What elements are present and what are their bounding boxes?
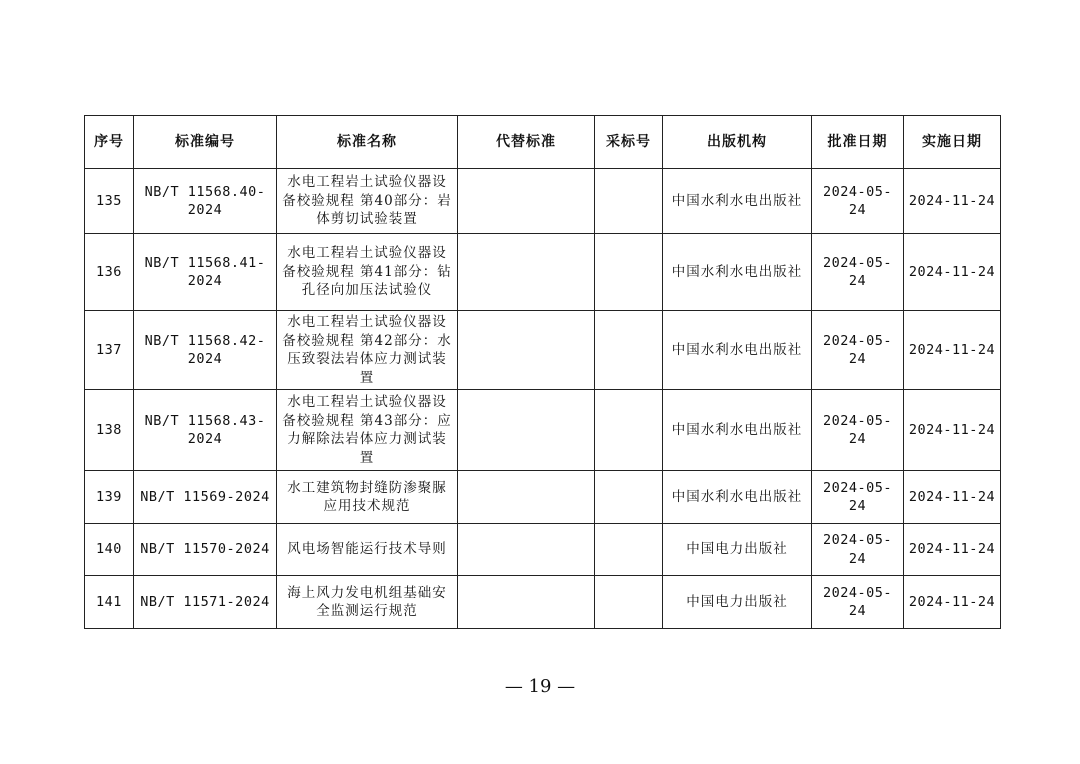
cell-publisher: 中国水利水电出版社	[663, 234, 812, 311]
cell-name: 水电工程岩土试验仪器设备校验规程 第40部分：岩体剪切试验装置	[277, 169, 458, 234]
cell-no: 137	[85, 311, 134, 390]
cell-no: 138	[85, 390, 134, 471]
cell-approval-date: 2024-05-24	[812, 471, 904, 524]
cell-no: 139	[85, 471, 134, 524]
cell-code: NB/T 11568.42-2024	[134, 311, 277, 390]
cell-publisher: 中国水利水电出版社	[663, 471, 812, 524]
header-effective-date: 实施日期	[904, 116, 1001, 169]
cell-replaced	[458, 169, 595, 234]
cell-no: 135	[85, 169, 134, 234]
cell-adopted	[595, 311, 663, 390]
cell-effective-date: 2024-11-24	[904, 169, 1001, 234]
cell-name: 海上风力发电机组基础安全监测运行规范	[277, 576, 458, 629]
table-row	[85, 576, 1001, 629]
table-row	[85, 169, 1001, 234]
cell-publisher: 中国电力出版社	[663, 524, 812, 576]
cell-name: 水工建筑物封缝防渗聚脲应用技术规范	[277, 471, 458, 524]
cell-no: 141	[85, 576, 134, 629]
cell-approval-date: 2024-05-24	[812, 390, 904, 471]
table-row	[85, 311, 1001, 390]
cell-code: NB/T 11570-2024	[134, 524, 277, 576]
cell-code: NB/T 11568.41-2024	[134, 234, 277, 311]
cell-approval-date: 2024-05-24	[812, 576, 904, 629]
cell-adopted	[595, 576, 663, 629]
cell-adopted	[595, 169, 663, 234]
cell-effective-date: 2024-11-24	[904, 576, 1001, 629]
cell-effective-date: 2024-11-24	[904, 471, 1001, 524]
cell-effective-date: 2024-11-24	[904, 311, 1001, 390]
cell-code: NB/T 11569-2024	[134, 471, 277, 524]
cell-replaced	[458, 234, 595, 311]
cell-replaced	[458, 576, 595, 629]
cell-replaced	[458, 471, 595, 524]
cell-approval-date: 2024-05-24	[812, 169, 904, 234]
cell-approval-date: 2024-05-24	[812, 524, 904, 576]
cell-adopted	[595, 471, 663, 524]
cell-publisher: 中国水利水电出版社	[663, 169, 812, 234]
cell-publisher: 中国电力出版社	[663, 576, 812, 629]
header-code: 标准编号	[134, 116, 277, 169]
cell-adopted	[595, 390, 663, 471]
cell-publisher: 中国水利水电出版社	[663, 390, 812, 471]
page-number: — 19 —	[504, 676, 576, 697]
cell-replaced	[458, 524, 595, 576]
header-replaced: 代替标准	[458, 116, 595, 169]
cell-code: NB/T 11568.43-2024	[134, 390, 277, 471]
cell-name: 风电场智能运行技术导则	[277, 524, 458, 576]
cell-name: 水电工程岩土试验仪器设备校验规程 第42部分：水压致裂法岩体应力测试装置	[277, 311, 458, 390]
header-serial: 序号	[85, 116, 134, 169]
cell-effective-date: 2024-11-24	[904, 524, 1001, 576]
cell-code: NB/T 11568.40-2024	[134, 169, 277, 234]
header-approval-date: 批准日期	[812, 116, 904, 169]
header-name: 标准名称	[277, 116, 458, 169]
cell-adopted	[595, 234, 663, 311]
cell-name: 水电工程岩土试验仪器设备校验规程 第41部分：钻孔径向加压法试验仪	[277, 234, 458, 311]
header-publisher: 出版机构	[663, 116, 812, 169]
table-row	[85, 471, 1001, 524]
cell-replaced	[458, 311, 595, 390]
cell-replaced	[458, 390, 595, 471]
header-adopted: 采标号	[595, 116, 663, 169]
standards-table	[84, 115, 1001, 629]
cell-effective-date: 2024-11-24	[904, 234, 1001, 311]
cell-code: NB/T 11571-2024	[134, 576, 277, 629]
table-row	[85, 234, 1001, 311]
cell-adopted	[595, 524, 663, 576]
table-row	[85, 524, 1001, 576]
cell-no: 140	[85, 524, 134, 576]
cell-approval-date: 2024-05-24	[812, 234, 904, 311]
cell-approval-date: 2024-05-24	[812, 311, 904, 390]
table-row	[85, 390, 1001, 471]
table-header-row	[85, 116, 1001, 169]
cell-no: 136	[85, 234, 134, 311]
cell-name: 水电工程岩土试验仪器设备校验规程 第43部分：应力解除法岩体应力测试装置	[277, 390, 458, 471]
cell-effective-date: 2024-11-24	[904, 390, 1001, 471]
cell-publisher: 中国水利水电出版社	[663, 311, 812, 390]
